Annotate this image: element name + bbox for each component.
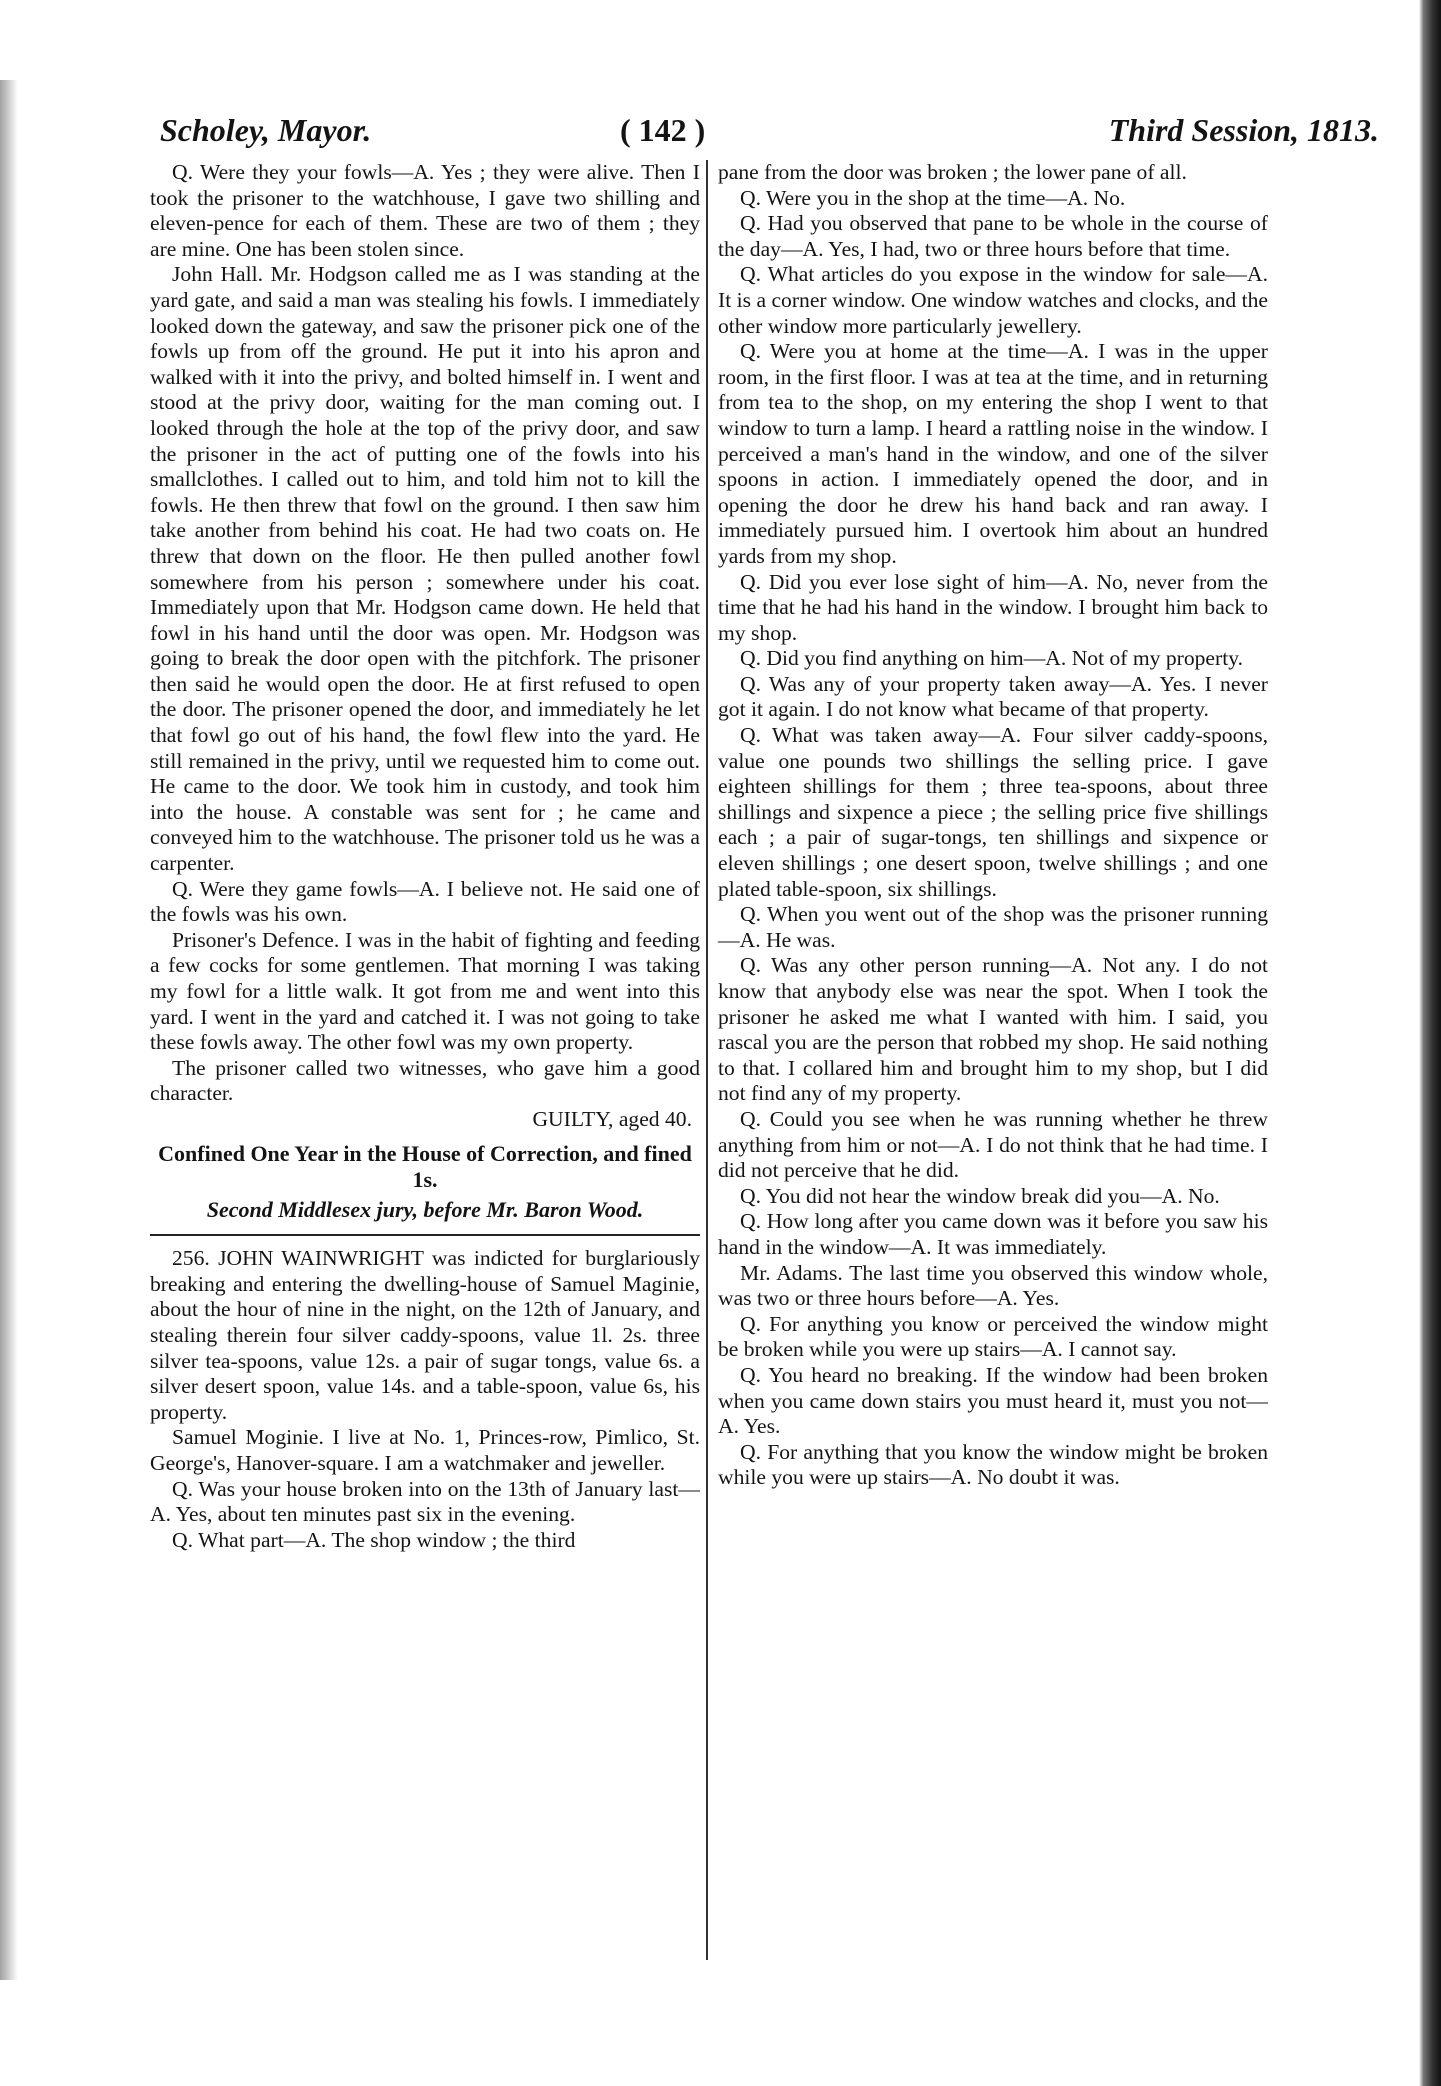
paragraph: Q. What part—A. The shop window ; the third [172,1527,576,1552]
sentence: Confined One Year in the House of Correction, and fined 1s. [158,1140,692,1192]
case-heading: 256. JOHN WAINWRIGHT was indicted for burglariously breaking and entering the dwelling-house of Samuel Maginie, about the hour of nine in the night, on the 12th of January, and stealing therein four silver caddy-spoons, value 1l. 2s. three silver tea-spoons, value 12s. a pair of sugar tongs, value 6s. a silver desert spoon, value 14s. and a table-spoon, value 6s, his property. [150,1246,700,1424]
paragraph: Q. Was your house broken into on the 13th of January last—A. Yes, about ten minutes past six in the evening. [150,1476,700,1527]
paragraph: Q. When you went out of the shop was the prisoner running—A. He was. [718,902,1268,952]
paragraph: Q. Did you ever lose sight of him—A. No, never from the time that he had his hand in the window. I brought him back to my shop. [718,569,1268,645]
verdict: GUILTY, aged 40. [532,1106,692,1131]
paragraph: John Hall. Mr. Hodgson called me as I was standing at the yard gate, and said a man was stealing his fowls. I immediately looked down the gateway, and saw the prisoner pick one of the fowls up from off the ground. He put it into his apron and walked with it into the privy, and bolted himself in. I went and stood at the privy door, waiting for the man coming out. I looked through the hole at the top of the privy door, and saw the prisoner in the act of putting one of the fowls into his smallclothes. I called out to him, and told him not to kill the fowls. He then threw that fowl on the ground. I then saw him take another from behind his coat. He had two coats on. He threw that down on the floor. He then pulled another fowl somewhere from his person ; somewhere under his coat. Immediately upon that Mr. Hodgson came down. He held that fowl in his hand until the door was open. Mr. Hodgson was going to break the door open with the pitchfork. The prisoner then said he would open the door. He at first refused to open the door. The prisoner opened the door, and immediately he let that fowl go out of his hand, the fowl flew into the yard. He still remained in the privy, until we requested him to come out. He came to the door. We took him in custody, and took him into the house. A constable was sent for ; he came and conveyed him to the watchhouse. The prisoner told us he was a carpenter. [150,262,700,876]
paragraph: Samuel Moginie. I live at No. 1, Princes-row, Pimlico, St. George's, Hanover-square. I am a watchmaker and jeweller. [150,1425,700,1475]
paragraph: Q. How long after you came down was it before you saw his hand in the window—A. It was immediately. [718,1209,1268,1259]
running-header-left: Scholey, Mayor. [160,112,372,148]
jury-note: Second Middlesex jury, before Mr. Baron Wood. [206,1196,644,1222]
paragraph: Q. Were they game fowls—A. I believe not. He said one of the fowls was his own. [150,876,700,927]
paragraph: Q. Were they your fowls—A. Yes ; they were alive. Then I took the prisoner to the watchhouse, I gave two shilling and eleven-pence for each of them. These are two of them ; they are mine. One has been stolen since. [150,160,700,261]
page-edge-left [0,80,18,1980]
left-column [150,160,700,1553]
paragraph: Mr. Adams. The last time you observed this window whole, was two or three hours before—A. Yes. [718,1260,1268,1311]
column-divider [706,160,708,1960]
page-number: ( 142 ) [620,112,706,148]
right-column [718,160,1268,1491]
paragraph: Q. You heard no breaking. If the window had been broken when you came down stairs you must heard it, must you not—A. Yes. [718,1362,1268,1439]
case-separator [150,1234,700,1236]
page-edge-right [1419,0,1441,2086]
paragraph: Q. Had you observed that pane to be whole in the course of the day—A. Yes, I had, two or three hours before that time. [718,211,1268,261]
paragraph: pane from the door was broken ; the lower pane of all. [718,160,1187,184]
paragraph: Q. Were you in the shop at the time—A. No. [740,185,1126,210]
paragraph: Q. Did you find anything on him—A. Not of my property. [740,646,1244,671]
paragraph: Q. For anything you know or perceived the window might be broken while you were up stairs—A. I cannot say. [718,1311,1268,1362]
paragraph: The prisoner called two witnesses, who gave him a good character. [150,1055,700,1106]
paragraph: Q. What articles do you expose in the window for sale—A. It is a corner window. One window watches and clocks, and the other window more particularly jewellery. [718,262,1268,338]
paragraph: Q. You did not hear the window break did you—A. No. [740,1183,1220,1208]
paragraph: Q. Was any of your property taken away—A. Yes. I never got it again. I do not know what became of that property. [718,671,1268,722]
paragraph: Prisoner's Defence. I was in the habit of fighting and feeding a few cocks for some gentlemen. That morning I was taking my fowl for a little walk. It got from me and went into this yard. I went in the yard and catched it. I was not going to take these fowls away. The other fowl was my own property. [150,927,700,1055]
paragraph: Q. What was taken away—A. Four silver caddy-spoons, value one pounds two shillings the selling price. I gave eighteen shillings for them ; three tea-spoons, about three shillings and sixpence a piece ; the selling price five shillings each ; a pair of sugar-tongs, ten shillings and sixpence or eleven shillings ; one desert spoon, twelve shillings ; and one plated table-spoon, six shillings. [718,723,1268,901]
paragraph: Q. For anything that you know the window might be broken while you were up stairs—A. No doubt it was. [718,1439,1268,1490]
running-header-right: Third Session, 1813. [1108,112,1379,148]
paragraph: Q. Could you see when he was running whether he threw anything from him or not—A. I do not think that he had time. I did not perceive that he did. [718,1106,1268,1183]
paragraph: Q. Were you at home at the time—A. I was in the upper room, in the first floor. I was at tea at the time, and in returning from tea to the shop, on my entering the shop I went to that window to turn a lamp. I heard a rattling noise in the window. I perceived a man's hand in the window, and one of the silver spoons in action. I immediately opened the door, and in opening the door he drew his hand back and ran away. I immediately pursued him. I overtook him about an hundred yards from my shop. [718,339,1268,568]
paragraph: Q. Was any other person running—A. Not any. I do not know that anybody else was near the spot. When I took the prisoner he asked me what I wanted with him. I said, you rascal you are the person that robbed my shop. He said nothing to that. I collared him and brought him to my shop, but I did not find any of my property. [718,953,1268,1106]
